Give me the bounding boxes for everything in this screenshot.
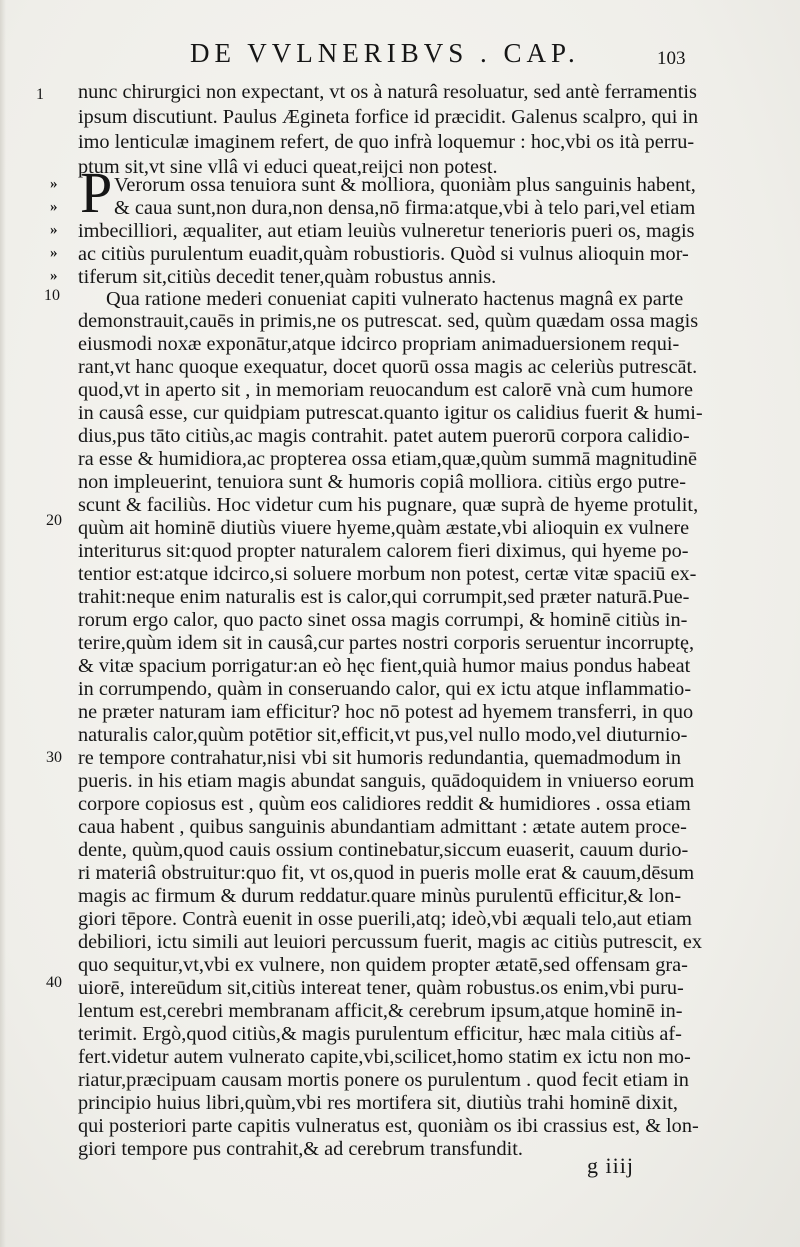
margin-line-number: 40	[46, 974, 62, 991]
text-line: trahit:neque enim naturalis est is calor,qui corrumpit,sed præter naturā.Pue-	[78, 586, 690, 608]
text-line: nunc chirurgici non expectant, vt os à naturâ resoluatur, sed antè ferramentis	[78, 81, 697, 103]
text-line: debiliori, ictu simili aut leuiori percussum fuerit, magis ac citiùs putrescit, ex	[78, 931, 703, 953]
text-line: scunt & faciliùs. Hoc videtur cum his pugnare, quæ suprà de hyeme protulit,	[78, 494, 699, 516]
text-line: lentum est,cerebri membranam afficit,& cerebrum ipsum,atque hominē in-	[78, 1000, 683, 1022]
margin-line-number: 20	[46, 512, 62, 529]
text-line: ra esse & humidiora,ac propterea ossa etiam,quæ,quùm summā magnitudinē	[78, 448, 697, 470]
text-line: in causâ esse, cur quidpiam putrescat.quanto igitur os calidius fuerit & humi-	[78, 402, 703, 424]
page-number: 103	[657, 48, 686, 69]
text-line: Verorum ossa tenuiora sunt & molliora, quoniàm plus sanguinis habent,	[114, 174, 696, 196]
running-head: DE VVLNERIBVS . CAP.	[190, 38, 580, 68]
text-line: dius,pus tāto citiùs,ac magis contrahit. patet autem puerorū corpora calidio-	[78, 425, 690, 447]
text-line: in corrumpendo, quàm in conseruando calor, qui ex ictu atque inflammatio-	[78, 678, 692, 700]
text-line: & caua sunt,non dura,non densa,nō firma:atque,vbi à telo pari,vel etiam	[114, 197, 696, 219]
text-line: quo sequitur,vt,vbi ex vulnere, non quidem propter ætatē,sed offensam gra-	[78, 954, 688, 976]
text-line: & vitæ spacium porrigatur:an eò hęc fient,quià humor maius pondus habeat	[78, 655, 691, 677]
text-line: caua habent , quibus sanguinis abundantiam admittant : ætate autem proce-	[78, 816, 687, 838]
text-line: ne præter naturam iam efficitur? hoc nō potest ad hyemem transferri, in quo	[78, 701, 694, 723]
text-line: dente, quùm,quod cauis ossium continebatur,siccum euaserit, cauum durio-	[78, 839, 689, 861]
signature-mark: g iiij	[587, 1153, 634, 1178]
text-line: giori tempore pus contrahit,& ad cerebrum transfundit.	[78, 1138, 523, 1160]
text-line: magis ac firmum & durum reddatur.quare minùs purulentū efficitur,& lon-	[78, 885, 682, 907]
text-line: qui posteriori parte capitis vulneratus est, quoniàm os ibi crassius est, & lon-	[78, 1115, 699, 1137]
text-line: terimit. Ergò,quod citiùs,& magis purulentum efficitur, hæc mala citiùs af-	[78, 1023, 682, 1045]
drop-capital: P	[80, 160, 113, 225]
text-line: ri materiâ obstruitur:quo fit, vt os,quod in pueris molle erat & cauum,dēsum	[78, 862, 695, 884]
text-line: ac citiùs purulentum euadit,quàm robustioris. Quòd si vulnus alioquin mor-	[78, 243, 689, 265]
margin-quote-mark: »	[50, 268, 58, 284]
text-line: quùm ait hominē diutiùs viuere hyeme,quàm æstate,vbi alioquin ex vulnere	[78, 517, 690, 539]
page-gutter-shadow	[0, 0, 6, 1247]
text-line: rorum ergo calor, quo pacto sinet ossa magis corrumpi, & hominē citiùs in-	[78, 609, 688, 631]
text-line: tentior est:atque idcirco,si soluere morbum non potest, certæ vitæ spaciū ex-	[78, 563, 697, 585]
text-line: riatur,præcipuam causam mortis ponere os purulentum . quod fecit etiam in	[78, 1069, 689, 1091]
text-line: naturalis calor,quùm potētior sit,efficit,vt pus,vel nullo modo,vel diuturnio-	[78, 724, 688, 746]
text-line: tiferum sit,citiùs decedit tener,quàm robustus annis.	[78, 266, 497, 288]
text-line: fert.videtur autem vulnerato capite,vbi,scilicet,homo statim ex ictu non mo-	[78, 1046, 691, 1068]
text-line: non impleuerint, tenuiora sunt & humoris copiâ molliora. citiùs ergo putre-	[78, 471, 686, 493]
margin-line-number: 1	[36, 86, 44, 103]
text-line: terire,quùm idem sit in causâ,cur partes nostri corporis seruentur incorruptę,	[78, 632, 695, 654]
text-line: ipsum discutiunt. Paulus Ægineta forfice id præcidit. Galenus scalpro, qui in	[78, 106, 699, 128]
text-line: uiorē, intereūdum sit,citiùs intereat tener, quàm robustus.os enim,vbi puru-	[78, 977, 684, 999]
text-line: demonstrauit,cauēs in primis,ne os putrescat. sed, quùm quædam ossa magis	[78, 310, 699, 332]
text-line: corpore copiosus est , quùm eos calidiores reddit & humidiores . ossa etiam	[78, 793, 691, 815]
text-line: giori tēpore. Contrà euenit in osse puerili,atq; ideò,vbi æquali telo,aut etiam	[78, 908, 692, 930]
text-line: rant,vt hanc quoque exequatur, docet quorū ossa magis ac celeriùs putrescāt.	[78, 356, 698, 378]
margin-line-number: 30	[46, 749, 62, 766]
text-line: principio huius libri,quùm,vbi res mortifera sit, diutiùs trahi hominē dixit,	[78, 1092, 678, 1114]
text-line: pueris. in his etiam magis abundat sanguis, quādoquidem in vniuerso eorum	[78, 770, 695, 792]
margin-line-number: 10	[44, 287, 60, 304]
text-line: quod,vt in aperto sit , in memoriam reuocandum est calorē vnà cum humore	[78, 379, 694, 401]
text-line: re tempore contrahatur,nisi vbi sit humoris redundantia, quemadmodum in	[78, 747, 681, 769]
margin-quote-mark: »	[50, 199, 58, 215]
text-line: imbecilliori, æqualiter, aut etiam leuiùs vulneretur tenerioris pueri os, magis	[78, 220, 695, 242]
margin-quote-mark: »	[50, 176, 58, 192]
text-line: ptum sit,vt sine vllâ vi educi queat,reijci non potest.	[78, 156, 498, 178]
text-line: eiusmodi noxæ exponātur,atque idcirco propriam animaduersionem requi-	[78, 333, 680, 355]
margin-quote-mark: »	[50, 245, 58, 261]
text-line: imo lenticulæ imaginem refert, de quo infrà loquemur : hoc,vbi os ità perru-	[78, 131, 695, 153]
margin-quote-mark: »	[50, 222, 58, 238]
text-line: interiturus sit:quod propter naturalem calorem fieri diximus, qui hyeme po-	[78, 540, 689, 562]
text-line: Qua ratione mederi conueniat capiti vulnerato hactenus magnâ ex parte	[106, 288, 684, 310]
